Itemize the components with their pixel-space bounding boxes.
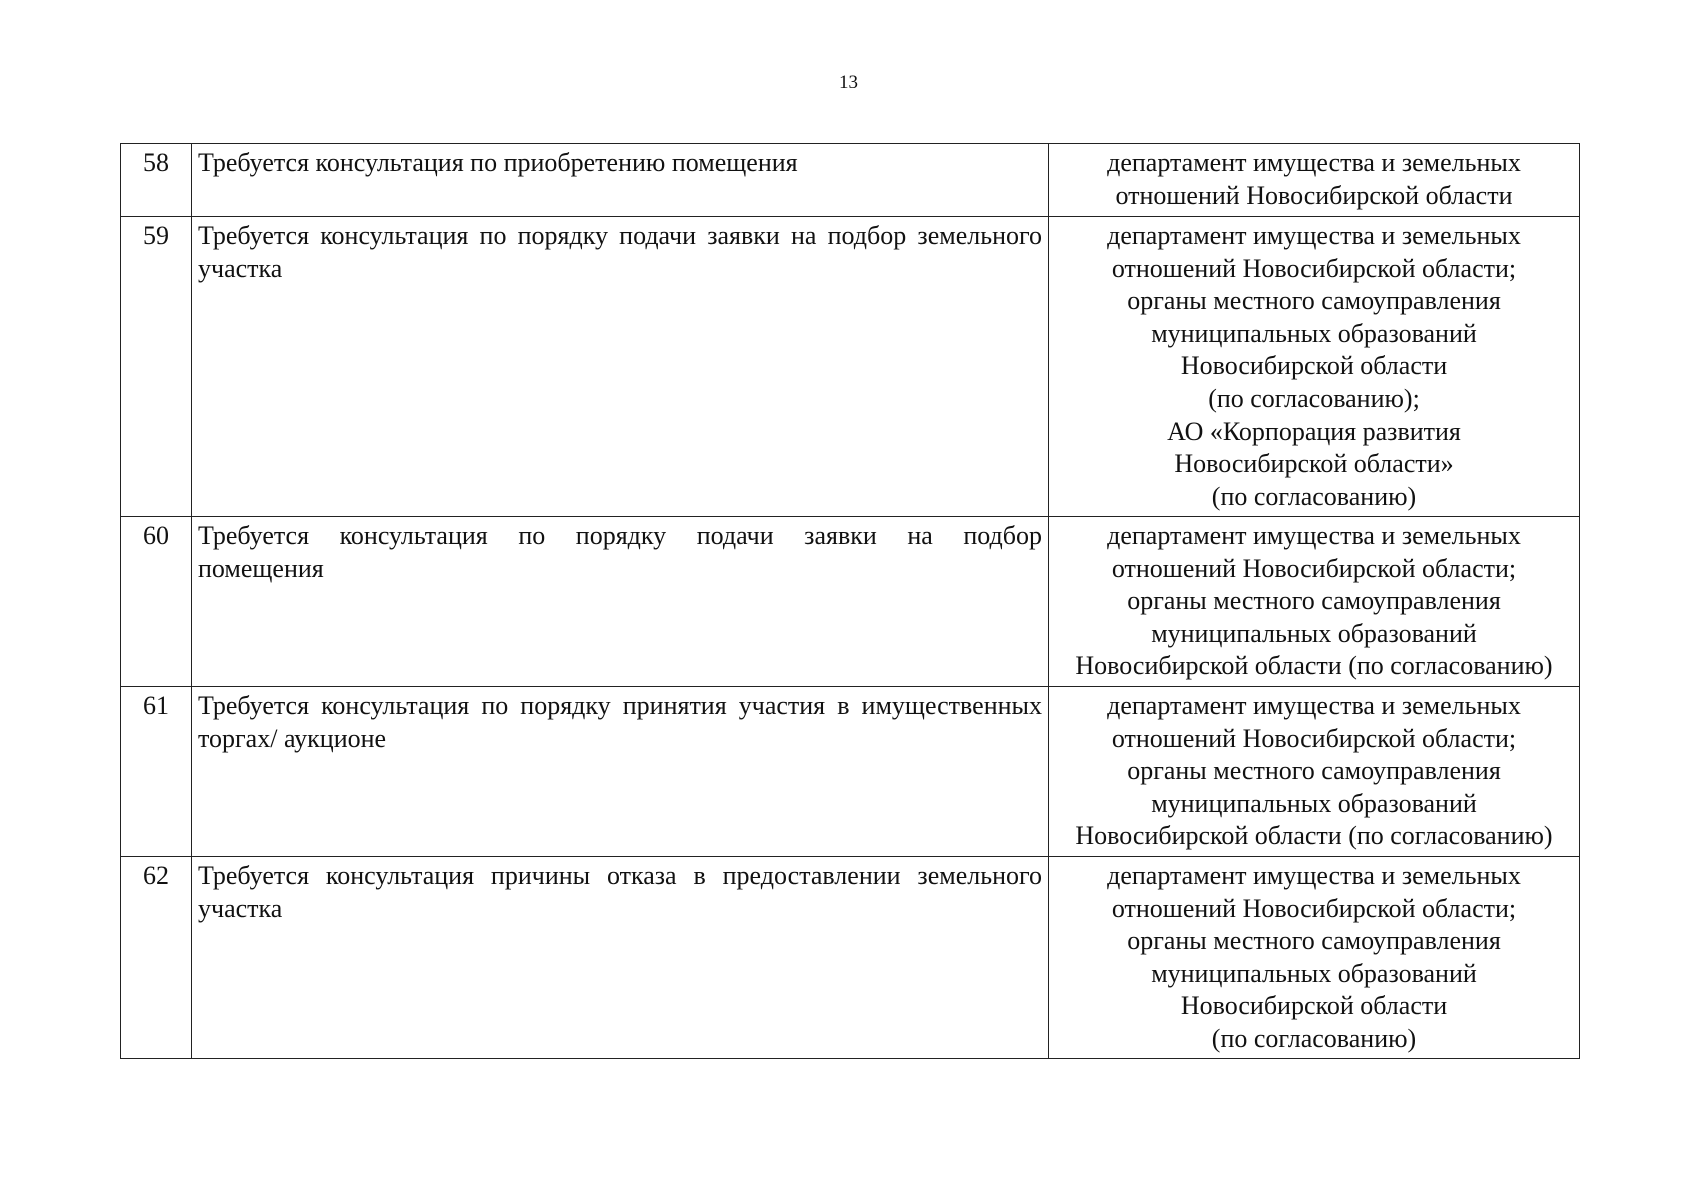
department-line: отношений Новосибирской области; [1111, 253, 1517, 283]
department-line: департамент имущества и земельных [1107, 691, 1521, 720]
table-row [121, 687, 1580, 857]
department-line: муниципальных образований [1151, 788, 1477, 818]
department-line: департамент имущества и земельных [1107, 521, 1521, 550]
request-line: участка [198, 893, 283, 923]
department-cell [1049, 857, 1580, 1059]
department-line: отношений Новосибирской области; [1111, 553, 1517, 583]
request-cell [192, 217, 1049, 517]
request-cell [192, 687, 1049, 857]
department-line: Новосибирской области [1180, 991, 1448, 1021]
department-line: муниципальных образований [1151, 618, 1477, 648]
department-line: АО «Корпорация развития [1167, 416, 1461, 446]
department-line: органы местного самоуправления [1127, 756, 1501, 786]
row-number: 59 [121, 217, 192, 517]
department-line: органы местного самоуправления [1127, 586, 1501, 616]
table-row [121, 217, 1580, 517]
department-line: органы местного самоуправления [1127, 926, 1501, 956]
table-row [121, 857, 1580, 1059]
row-number: 61 [121, 687, 192, 857]
row-number: 58 [121, 144, 192, 217]
table-row [121, 144, 1580, 217]
request-line: участка [198, 253, 283, 283]
request-cell [192, 517, 1049, 687]
department-line: (по согласованию) [1211, 481, 1417, 511]
department-line: муниципальных образований [1151, 958, 1477, 988]
request-cell [192, 144, 1049, 217]
department-line: Новосибирской области [1180, 351, 1448, 381]
department-line: департамент имущества и земельных [1107, 221, 1521, 250]
department-line: департамент имущества и земельных [1107, 148, 1521, 177]
department-cell [1049, 217, 1580, 517]
department-line: Новосибирской области» [1174, 449, 1454, 479]
department-line: отношений Новосибирской области; [1111, 723, 1517, 753]
request-line: Требуется консультация причины отказа в предоставлении земельного [198, 861, 1042, 890]
department-line: отношений Новосибирской области [1115, 180, 1513, 210]
row-number: 62 [121, 857, 192, 1059]
department-cell [1049, 517, 1580, 687]
request-line: Требуется консультация по порядку принятия участия в имущественных [198, 691, 1042, 720]
department-line: (по согласованию) [1211, 1023, 1417, 1053]
request-cell [192, 857, 1049, 1059]
department-cell [1049, 144, 1580, 217]
department-line: (по согласованию); [1208, 383, 1420, 413]
table-row [121, 517, 1580, 687]
department-line: Новосибирской области (по согласованию) [1075, 821, 1553, 851]
department-line: департамент имущества и земельных [1107, 861, 1521, 890]
row-number: 60 [121, 517, 192, 687]
page-number: 13 [839, 72, 858, 93]
request-line: Требуется консультация по приобретению помещения [198, 148, 798, 177]
request-line: торгах/ аукционе [198, 723, 387, 753]
department-line: Новосибирской области (по согласованию) [1075, 651, 1553, 681]
department-cell [1049, 687, 1580, 857]
request-line: помещения [198, 553, 324, 583]
request-line: Требуется консультация по порядку подачи заявки на подбор [198, 521, 1042, 550]
consultation-table [120, 143, 1580, 1059]
department-line: органы местного самоуправления [1127, 286, 1501, 316]
department-line: отношений Новосибирской области; [1111, 893, 1517, 923]
request-line: Требуется консультация по порядку подачи заявки на подбор земельного [198, 221, 1042, 250]
department-line: муниципальных образований [1151, 318, 1477, 348]
